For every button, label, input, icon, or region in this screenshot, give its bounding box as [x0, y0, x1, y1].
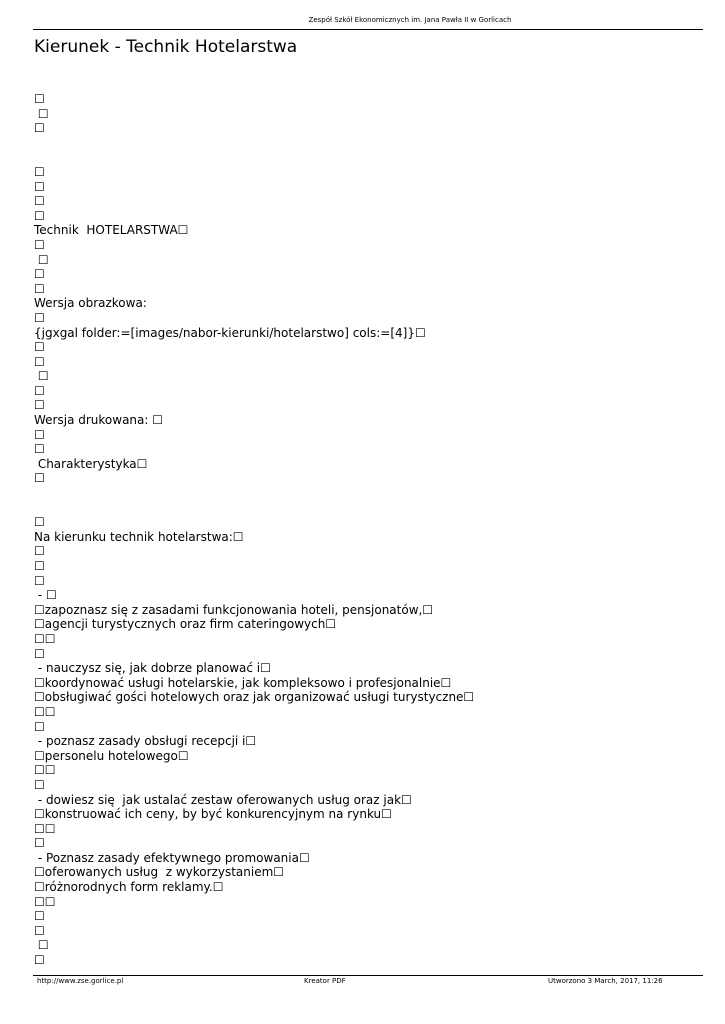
body-line: ☐ — [34, 310, 45, 325]
body-line: ☐ — [34, 471, 45, 486]
body-line — [34, 150, 704, 165]
body-line: ☐różnorodnych form reklamy.☐ — [34, 880, 224, 895]
body-line: ☐☐ — [34, 704, 56, 719]
body-line: - dowiesz się jak ustalać zestaw oferowanych usług oraz jak☐ — [34, 792, 412, 807]
body-line: ☐konstruować ich ceny, by być konkurencyjnym na rynku☐ — [34, 807, 392, 822]
body-line: ☐ — [34, 938, 49, 953]
body-line: ☐ — [34, 573, 45, 588]
body-line: ☐ — [34, 719, 45, 734]
body-line: {jgxgal folder:=[images/nabor-kierunki/hotelarstwo] cols:=[4]}☐ — [34, 325, 426, 340]
body-line: ☐ — [34, 194, 45, 209]
page-header-school: Zespół Szkół Ekonomicznych im. Jana Pawła II w Gorlicach — [308, 16, 512, 24]
body-line: - ☐ — [34, 588, 57, 603]
body-line: - poznasz zasady obsługi recepcji i☐ — [34, 734, 257, 749]
body-line: ☐☐ — [34, 821, 56, 836]
body-line: ☐personelu hotelowego☐ — [34, 748, 189, 763]
body-line: ☐agencji turystycznych oraz firm cateringowych☐ — [34, 617, 337, 632]
body-line: ☐ — [34, 923, 45, 938]
body-line: - Poznasz zasady efektywnego promowania☐ — [34, 850, 310, 865]
body-line: ☐ — [34, 164, 45, 179]
body-line: ☐ — [34, 559, 45, 573]
body-line: ☐ — [34, 267, 45, 282]
body-line: ☐ — [34, 179, 45, 194]
body-line: ☐ — [34, 340, 45, 355]
body-line: ☐ — [34, 427, 45, 442]
body-line: ☐ — [34, 121, 45, 136]
body-line: ☐ — [34, 909, 45, 924]
page-title: Kierunek - Technik Hotelarstwa — [34, 37, 298, 57]
body-line: ☐oferowanych usług z wykorzystaniem☐ — [34, 865, 285, 880]
body-line: Charakterystyka☐ — [34, 456, 148, 471]
body-line: ☐obsługiwać gości hotelowych oraz jak organizować usługi turystyczne☐ — [34, 690, 475, 705]
body-line: ☐ — [34, 208, 45, 223]
body-line: ☐☐ — [34, 631, 56, 646]
body-line: ☐ — [34, 92, 45, 106]
body-line: - nauczysz się, jak dobrze planować i☐ — [34, 661, 271, 676]
footer-divider — [33, 975, 703, 976]
header-divider — [33, 29, 703, 30]
body-line: ☐ — [34, 836, 45, 851]
body-line: ☐☐ — [34, 894, 56, 909]
body-line: ☐☐ — [34, 763, 56, 778]
body-line: ☐ — [34, 442, 45, 457]
body-line: ☐ — [34, 383, 45, 398]
body-line: ☐ — [34, 777, 45, 792]
body-line — [34, 486, 704, 501]
footer-created: Utworzono 3 March, 2017, 11:26 — [548, 977, 663, 985]
body-line: ☐ — [34, 354, 45, 369]
body-line: ☐ — [34, 515, 45, 530]
body-line: ☐ — [34, 544, 45, 559]
body-line — [34, 136, 704, 151]
body-line: Wersja obrazkowa: — [34, 296, 147, 311]
body-line: ☐zapoznasz się z zasadami funkcjonowania hoteli, pensjonatów,☐ — [34, 602, 434, 617]
document-body — [34, 92, 704, 968]
footer-generator: Kreator PDF — [304, 977, 346, 985]
body-line: Na kierunku technik hotelarstwa:☐ — [34, 529, 244, 544]
body-line: ☐ — [34, 252, 49, 267]
body-line: ☐ — [34, 646, 45, 661]
body-line — [34, 501, 704, 516]
body-line: ☐ — [34, 953, 45, 968]
body-line: ☐ — [34, 398, 45, 413]
body-line: ☐ — [34, 106, 49, 121]
body-line: ☐ — [34, 369, 49, 384]
body-line: ☐ — [34, 237, 45, 252]
body-line: ☐ — [34, 281, 45, 296]
footer-url: http://www.zse.gorlice.pl — [37, 977, 124, 985]
body-line: Wersja drukowana: ☐ — [34, 413, 163, 428]
body-line: ☐koordynować usługi hotelarskie, jak kompleksowo i profesjonalnie☐ — [34, 675, 452, 690]
body-line: Technik HOTELARSTWA☐ — [34, 223, 189, 238]
